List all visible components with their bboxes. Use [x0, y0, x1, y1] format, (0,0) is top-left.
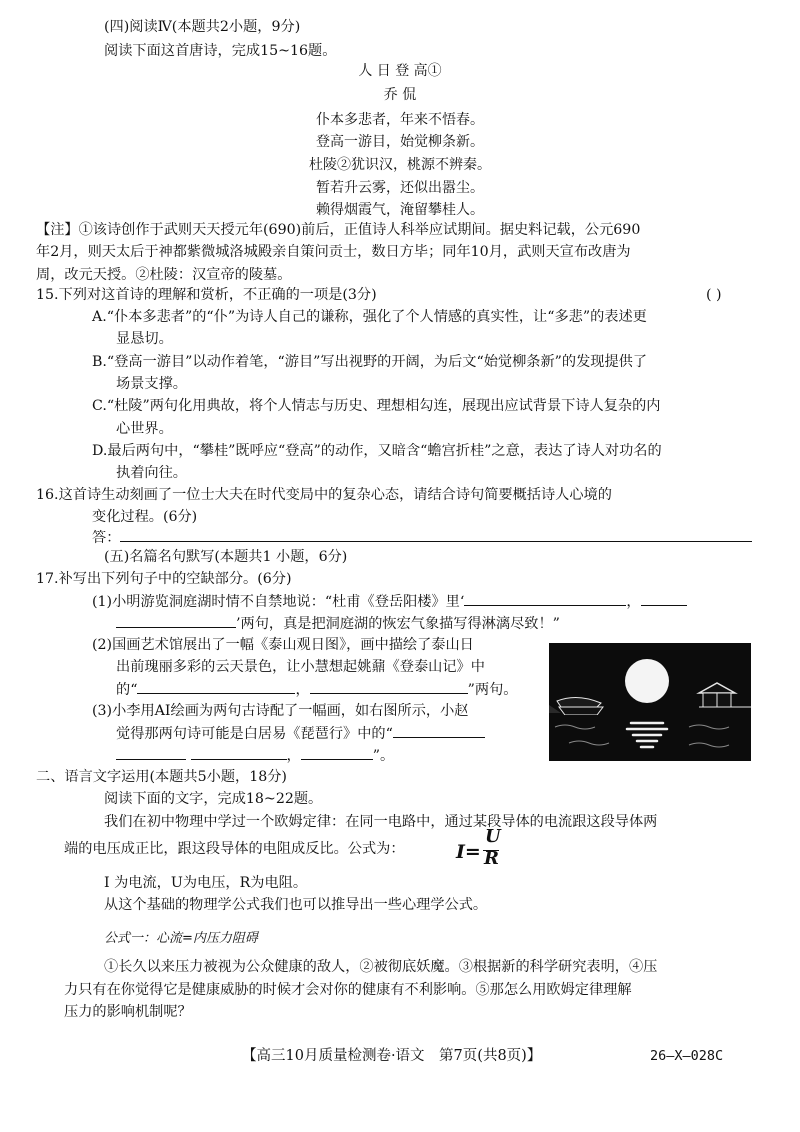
poem-line: 暂若升云雾，还似出嚣尘。: [316, 180, 484, 196]
q17-text: ，: [295, 682, 310, 698]
question-15-stem: 15.下列对这首诗的理解和赏析，不正确的一项是(3分): [36, 287, 377, 303]
blank[interactable]: [116, 612, 236, 628]
formula-lhs: I=: [456, 841, 481, 863]
page-footer: 【高三10月质量检测卷·语文 第7页(共8页)】: [242, 1048, 542, 1064]
poem-title: 人 日 登 高①: [358, 63, 442, 79]
poem-author: 乔 侃: [383, 87, 417, 103]
poem-line: 赖得烟霞气，淹留攀桂人。: [316, 202, 484, 218]
passage-paragraph-cont: 力只有在你觉得它是健康威胁的时候才会对你的健康有不利影响。⑤那怎么用欧姆定律理解: [64, 982, 632, 998]
answer-label: 答：: [92, 530, 121, 546]
option-d: D.最后两句中，“攀桂”既呼应“登高”的动作，又暗含“蟾宫折桂”之意，表达了诗人对功名的: [92, 443, 662, 459]
blank[interactable]: [393, 722, 485, 738]
q17-text: ，: [626, 594, 641, 610]
passage-paragraph: 从这个基础的物理学公式我们也可以推导出一些心理学公式。: [104, 897, 488, 913]
q17-sentence-3: (3)小李用AI绘画为两句古诗配了一幅画，如右图所示，小赵: [92, 703, 469, 719]
option-c: C.“杜陵”两句化用典故，将个人情志与历史、理想相勾连，展现出应试背景下诗人复杂的内: [92, 398, 661, 414]
ai-painting-moon-boat-image: [549, 643, 751, 761]
question-16-stem-cont: 变化过程。(6分): [92, 509, 198, 525]
option-b-cont: 场景支撑。: [116, 376, 187, 392]
blank[interactable]: [137, 678, 295, 694]
paper-code: 26—X—028C: [650, 1048, 724, 1064]
q17-text: ’两句，真是把洞庭湖的恢宏气象描写得淋漓尽致！”: [236, 616, 560, 632]
option-d-cont: 执着向往。: [116, 465, 187, 481]
q17-sentence-3-cont: [116, 744, 394, 767]
blank[interactable]: [116, 744, 186, 760]
q17-sentence-1-cont: [116, 612, 560, 635]
blank[interactable]: [464, 590, 626, 606]
blank[interactable]: [641, 590, 687, 606]
q17-text: ，: [286, 748, 301, 764]
section-4-instruction: 阅读下面这首唐诗，完成15~16题。: [104, 43, 337, 59]
poem-line: 仆本多悲者，年来不悟春。: [316, 112, 484, 128]
option-a-cont: 显恳切。: [116, 331, 173, 347]
note-line: 【注】①该诗创作于武则天天授元年(690)前后，正值诗人科举应试期间。据史料记载，公元690: [36, 222, 641, 238]
question-16-stem: 16.这首诗生动刻画了一位士大夫在时代变局中的复杂心态，请结合诗句简要概括诗人心境的: [36, 487, 612, 503]
question-17-stem: 17.补写出下列句子中的空缺部分。(6分): [36, 571, 292, 587]
q17-sentence-2-cont: [116, 678, 517, 701]
blank[interactable]: [301, 744, 373, 760]
passage-paragraph-cont: 端的电压成正比，跟这段导体的电阻成反比。公式为：: [64, 841, 405, 857]
part-2-instruction: 阅读下面的文字，完成18~22题。: [104, 791, 323, 807]
passage-paragraph-cont: 压力的影响机制呢？: [64, 1004, 192, 1020]
q17-sentence-2-cont: 出前瑰丽多彩的云天景色，让小慧想起姚鼐《登泰山记》中: [116, 659, 485, 675]
section-5-heading: (五)名篇名句默写(本题共1 小题，6分): [104, 549, 348, 565]
handwritten-note: 公式一：心流=内压力阻碍: [104, 931, 258, 946]
q17-sentence-3-cont: [116, 722, 485, 745]
answer-line[interactable]: [120, 541, 752, 542]
answer-parentheses[interactable]: ( ): [706, 287, 722, 303]
passage-paragraph: ①长久以来压力被视为公众健康的敌人，②被彻底妖魔。③根据新的科学研究表明，④压: [104, 959, 658, 975]
q17-sentence-1: [92, 590, 687, 613]
formula-denominator: R: [484, 848, 499, 869]
q17-text: ”。: [372, 748, 395, 764]
option-b: B.“登高一游目”以动作着笔，“游目”写出视野的开阔，为后文“始觉柳条新”的发现提供了: [92, 354, 648, 370]
note-line: 年2月，则天太后于神都紫微城洛城殿亲自策问贡士，数日方毕；同年10月，武则天宣布改唐为: [36, 244, 631, 260]
passage-paragraph: 我们在初中物理中学过一个欧姆定律：在同一电路中，通过某段导体的电流跟这段导体两: [104, 814, 658, 830]
q17-text: (1)小明游览洞庭湖时情不自禁地说：“杜甫《登岳阳楼》里‘: [92, 594, 465, 610]
poem-line: 杜陵②犹识汉，桃源不辨秦。: [309, 157, 491, 173]
q17-text: 觉得那两句诗可能是白居易《琵琶行》中的“: [116, 726, 393, 742]
option-c-cont: 心世界。: [116, 421, 173, 437]
q17-sentence-2: (2)国画艺术馆展出了一幅《泰山观日图》，画中描绘了泰山日: [92, 637, 474, 653]
blank[interactable]: [191, 744, 287, 760]
poem-line: 登高一游目，始觉柳条新。: [316, 134, 484, 150]
note-line: 周，改元天授。②杜陵：汉宣帝的陵墓。: [36, 267, 292, 283]
q17-text: ”两句。: [467, 682, 518, 698]
section-4-heading: (四)阅读Ⅳ(本题共2小题，9分): [104, 19, 301, 35]
part-2-heading: 二、语言文字运用(本题共5小题，18分): [36, 769, 287, 785]
blank[interactable]: [310, 678, 468, 694]
formula-numerator: U: [485, 826, 501, 847]
q17-text: 的“: [116, 682, 138, 698]
option-a: A.“仆本多悲者”的“仆”为诗人自己的谦称，强化了个人情感的真实性，让“多悲”的表述更: [92, 309, 647, 325]
passage-paragraph: I 为电流，U为电压，R为电阻。: [104, 875, 308, 891]
